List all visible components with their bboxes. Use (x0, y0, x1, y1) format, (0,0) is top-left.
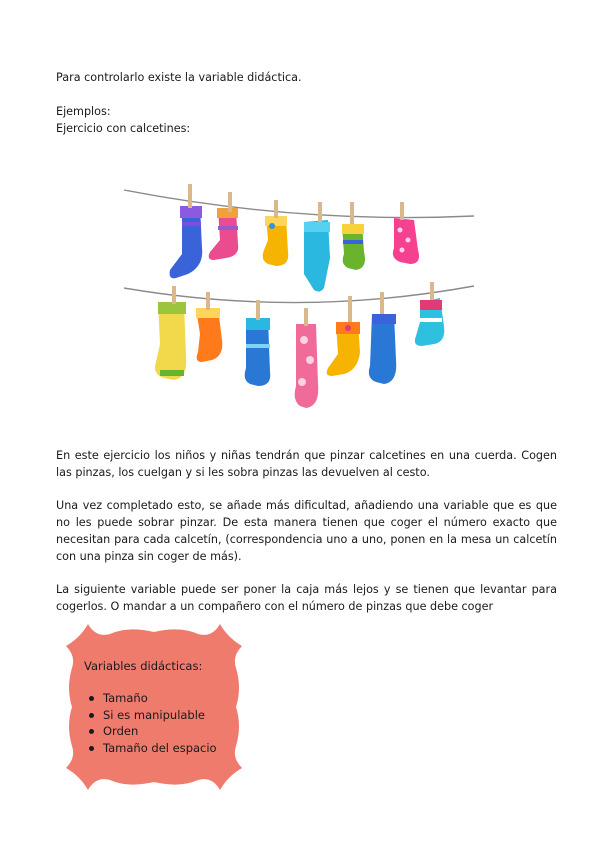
paragraph-3: La siguiente variable puede ser poner la caja más lejos y se tienen que levantar para cogerlos. O mandar a un compañero con el número de pinzas que debe coger (56, 583, 557, 613)
list-item: Tamaño (84, 690, 217, 707)
list-item: Si es manipulable (84, 707, 217, 724)
list-item: Tamaño del espacio (84, 740, 217, 757)
examples-heading: Ejemplos: (56, 105, 111, 118)
exercise-title: Ejercicio con calcetines: (56, 122, 191, 135)
paragraph-2: Una vez completado esto, se añade más dificultad, añadiendo una variable que es que no les puede sobrar pinzar. De esta manera tienen que coger el número exacto que necesitan para cada calcetín, (correspondencia uno a uno, ponen en la mesa un calcetín con una pinza sin coger de más). (56, 499, 557, 563)
list-item: Orden (84, 723, 217, 740)
socks-illustration (118, 178, 482, 416)
intro-text: Para controlarlo existe la variable didáctica. (56, 71, 302, 84)
variables-list (84, 690, 217, 756)
paragraph-1: En este ejercicio los niños y niñas tendrán que pinzar calcetines en una cuerda. Cogen las pinzas, los cuelgan y si les sobra pinzas las devuelven al cesto. (56, 449, 557, 479)
socks-on-clothesline-icon (118, 178, 482, 416)
variables-card (66, 624, 242, 790)
card-title: Variables didácticas: (84, 659, 203, 673)
